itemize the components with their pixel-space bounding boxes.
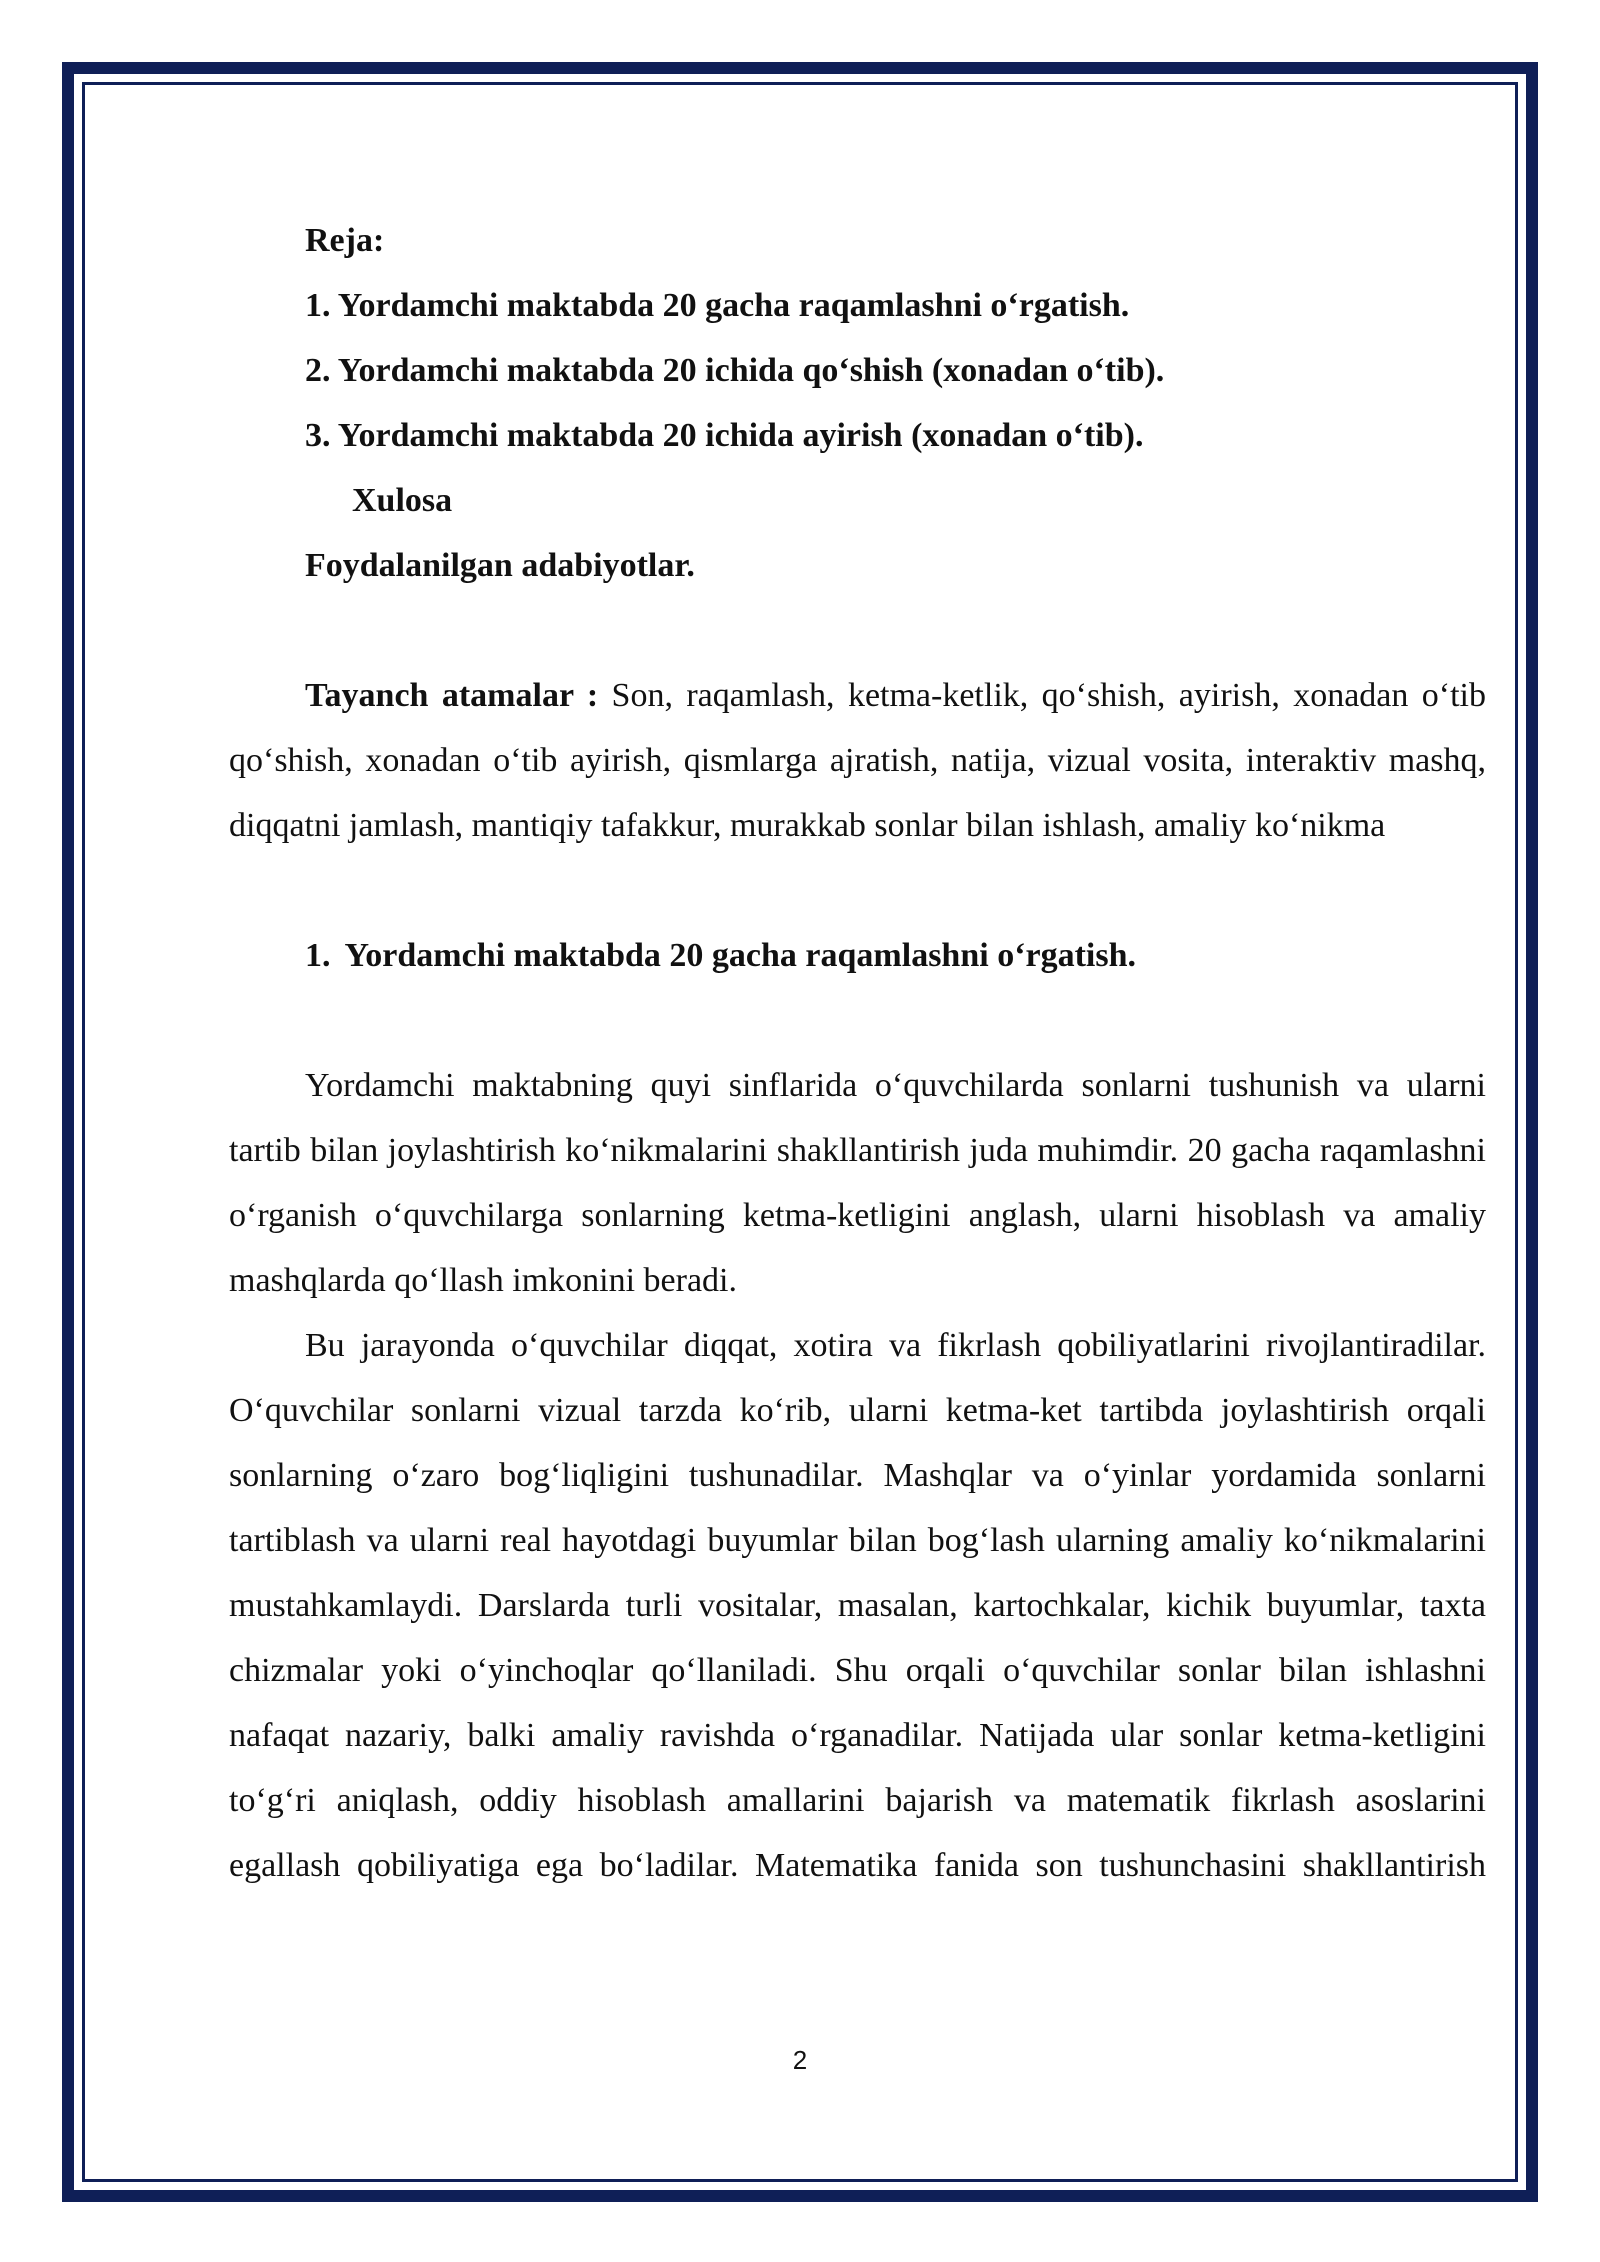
- section-number: 1.: [305, 937, 331, 974]
- document-page: [229, 208, 1486, 1898]
- spacer: [229, 988, 1486, 1053]
- section-title: Yordamchi maktabda 20 gacha raqamlashni o‘rgatish.: [344, 937, 1137, 974]
- reja-conclusion: Xulosa: [352, 482, 453, 519]
- reja-item-2: 2. Yordamchi maktabda 20 ichida qo‘shish (xonadan o‘tib).: [305, 352, 1165, 389]
- keywords-label: Tayanch atamalar :: [305, 677, 599, 714]
- keywords-text: Son, raqamlash, ketma-ketlik, qo‘shish, ayirish, xonadan o‘tib qo‘shish, xonadan o‘tib ayirish, qismlarga ajratish, natija, vizual vosita, interaktiv mashq, diqqatni jamlash, mantiqiy tafakkur, murakkab sonlar bilan ishlash, amaliy ko‘nikma: [229, 677, 1486, 844]
- spacer: [229, 858, 1486, 923]
- reja-heading: Reja:: [305, 222, 385, 259]
- reja-item-3: 3. Yordamchi maktabda 20 ichida ayirish (xonadan o‘tib).: [305, 417, 1144, 454]
- keywords-paragraph: [229, 663, 1486, 858]
- reja-references: Foydalanilgan adabiyotlar.: [305, 547, 695, 584]
- section-heading: [229, 923, 1486, 988]
- spacer: [229, 598, 1486, 663]
- body-paragraph-2: Bu jarayonda o‘quvchilar diqqat, xotira va fikrlash qobiliyatlarini rivojlantiradilar. O‘quvchilar sonlarni vizual tarzda ko‘rib, ularni ketma-ket tartibda joylashtirish orqali sonlarning o‘zaro bog‘liqligini tushunadilar. Mashqlar va o‘yinlar yordamida sonlarni tartiblash va ularni real hayotdagi buyumlar bilan bog‘lash ularning amaliy ko‘nikmalarini mustahkamlaydi. Darslarda turli vositalar, masalan, kartochkalar, kichik buyumlar, taxta chizmalar yoki o‘yinchoqlar qo‘llaniladi. Shu orqali o‘quvchilar sonlar bilan ishlashni nafaqat nazariy, balki amaliy ravishda o‘rganadilar. Natijada ular sonlar ketma-ketligini to‘g‘ri aniqlash, oddiy hisoblash amallarini bajarish va matematik fikrlash asoslarini egallash qobiliyatiga ega bo‘ladilar. Matematika fanida son tushunchasini shakllantirish: [229, 1327, 1486, 1884]
- page-number: 2: [792, 2045, 808, 2075]
- body-paragraph-1: Yordamchi maktabning quyi sinflarida o‘quvchilarda sonlarni tushunish va ularni tartib bilan joylashtirish ko‘nikmalarini shakllantirish juda muhimdir. 20 gacha raqamlashni o‘rganish o‘quvchilarga sonlarning ketma-ketligini anglash, ularni hisoblash va amaliy mashqlarda qo‘llash imkonini beradi.: [229, 1067, 1486, 1299]
- reja-item-1: 1. Yordamchi maktabda 20 gacha raqamlashni o‘rgatish.: [305, 287, 1130, 324]
